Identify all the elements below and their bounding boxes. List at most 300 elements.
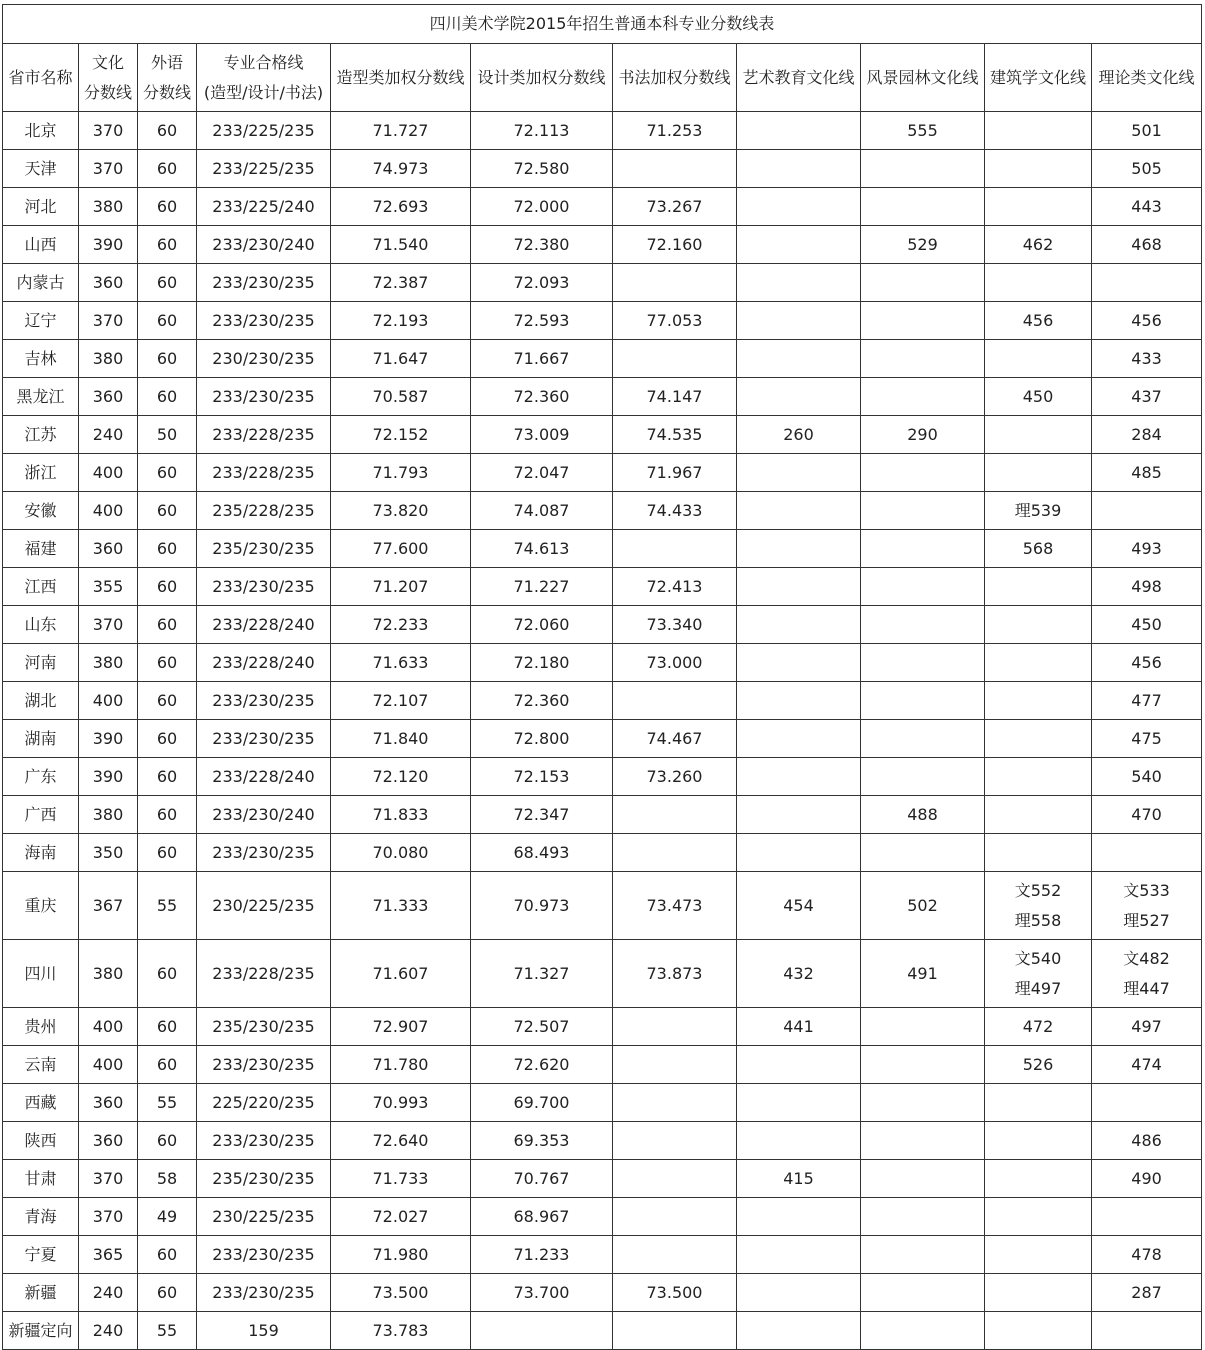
cell-line: 专业合格线 <box>223 52 304 72</box>
province-cell <box>3 454 79 492</box>
table-cell <box>1092 112 1202 150</box>
table-row <box>3 340 1202 378</box>
table-cell <box>1092 940 1202 1008</box>
table-cell <box>1092 416 1202 454</box>
table-cell <box>331 340 471 378</box>
cell-line: 72.347 <box>513 804 570 824</box>
table-cell <box>985 606 1092 644</box>
cell-line: 74.613 <box>513 538 570 558</box>
cell-line: 72.380 <box>513 234 570 254</box>
table-cell <box>138 1198 197 1236</box>
table-cell <box>79 378 138 416</box>
table-cell <box>197 682 331 720</box>
table-cell <box>613 340 737 378</box>
table-cell <box>331 940 471 1008</box>
table-cell <box>861 378 985 416</box>
cell-line: 555 <box>907 120 938 140</box>
cell-line: 71.540 <box>372 234 429 254</box>
cell-line: 河南 <box>24 652 57 672</box>
table-cell <box>197 872 331 940</box>
cell-line: 72.620 <box>513 1054 570 1074</box>
cell-line: 江西 <box>24 576 57 596</box>
table-cell <box>197 226 331 264</box>
table-row <box>3 416 1202 454</box>
cell-line: 72.693 <box>372 196 429 216</box>
table-cell <box>331 682 471 720</box>
table-cell <box>613 872 737 940</box>
table-cell <box>861 416 985 454</box>
cell-line: 432 <box>783 963 814 983</box>
cell-line: 71.607 <box>372 963 429 983</box>
table-cell <box>737 188 861 226</box>
cell-line: 山东 <box>24 614 57 634</box>
table-cell <box>613 1198 737 1236</box>
cell-line: 225/220/235 <box>212 1092 315 1112</box>
table-cell <box>861 492 985 530</box>
cell-line: 370 <box>92 158 124 178</box>
table-cell <box>861 188 985 226</box>
table-cell <box>1092 644 1202 682</box>
cell-line: 70.080 <box>372 842 429 862</box>
cell-line: 72.580 <box>513 158 570 178</box>
table-cell <box>138 416 197 454</box>
table-cell <box>613 1236 737 1274</box>
table-cell <box>613 1122 737 1160</box>
score-table-container <box>2 4 1201 1350</box>
cell-line: 390 <box>92 234 124 254</box>
cell-line: 60 <box>156 538 178 558</box>
cell-line: 60 <box>156 348 178 368</box>
table-cell <box>331 720 471 758</box>
cell-line: 73.009 <box>513 424 570 444</box>
cell-line: 贵州 <box>24 1016 57 1036</box>
table-cell <box>737 340 861 378</box>
cell-line: 498 <box>1131 576 1162 596</box>
table-cell <box>861 758 985 796</box>
province-cell <box>3 644 79 682</box>
table-cell <box>737 720 861 758</box>
cell-line: 湖北 <box>24 690 57 710</box>
cell-line: 广东 <box>24 766 57 786</box>
table-cell <box>613 720 737 758</box>
column-header <box>613 44 737 112</box>
cell-line: 北京 <box>24 120 57 140</box>
table-cell <box>197 188 331 226</box>
table-cell <box>985 416 1092 454</box>
cell-line: 福建 <box>24 538 57 558</box>
province-cell <box>3 264 79 302</box>
table-cell <box>985 340 1092 378</box>
cell-line: 宁夏 <box>24 1244 57 1264</box>
table-cell <box>985 1236 1092 1274</box>
table-cell <box>861 454 985 492</box>
cell-line: 380 <box>92 963 124 983</box>
cell-line: 355 <box>92 576 124 596</box>
cell-line: 新疆定向 <box>8 1320 73 1340</box>
cell-line: 233/228/240 <box>212 652 315 672</box>
table-cell <box>737 1008 861 1046</box>
cell-line: 73.873 <box>646 963 703 983</box>
cell-line: 370 <box>92 1168 124 1188</box>
cell-line: 233/228/235 <box>212 424 315 444</box>
cell-line: 69.353 <box>513 1130 570 1150</box>
table-cell <box>1092 758 1202 796</box>
table-cell <box>331 606 471 644</box>
cell-line: 360 <box>92 1092 124 1112</box>
province-cell <box>3 796 79 834</box>
cell-line: 西藏 <box>24 1092 57 1112</box>
table-cell <box>471 226 613 264</box>
table-cell <box>1092 1236 1202 1274</box>
cell-line: 文552 <box>1014 880 1062 900</box>
table-cell <box>331 834 471 872</box>
cell-line: 71.780 <box>372 1054 429 1074</box>
cell-line: 辽宁 <box>24 310 57 330</box>
table-cell <box>861 1160 985 1198</box>
cell-line: 72.507 <box>513 1016 570 1036</box>
cell-line: 60 <box>156 1016 178 1036</box>
table-cell <box>985 872 1092 940</box>
table-cell <box>138 834 197 872</box>
table-row <box>3 492 1202 530</box>
table-cell <box>985 378 1092 416</box>
province-cell <box>3 530 79 568</box>
cell-line: 55 <box>156 895 178 915</box>
cell-line: 73.783 <box>372 1320 429 1340</box>
table-cell <box>197 1236 331 1274</box>
cell-line: 478 <box>1131 1244 1162 1264</box>
province-cell <box>3 1312 79 1350</box>
table-row <box>3 872 1202 940</box>
cell-line: 72.233 <box>372 614 429 634</box>
table-cell <box>1092 1160 1202 1198</box>
table-cell <box>613 492 737 530</box>
table-cell <box>471 644 613 682</box>
table-cell <box>613 796 737 834</box>
cell-line: 235/230/235 <box>212 538 315 558</box>
table-cell <box>985 644 1092 682</box>
cell-line: 230/225/235 <box>212 1206 315 1226</box>
table-cell <box>861 940 985 1008</box>
cell-line: 70.767 <box>513 1168 570 1188</box>
table-cell <box>138 1008 197 1046</box>
table-cell <box>861 530 985 568</box>
cell-line: 文482 <box>1123 948 1170 968</box>
table-cell <box>737 1046 861 1084</box>
cell-line: 456 <box>1131 652 1162 672</box>
cell-line: 60 <box>156 158 178 178</box>
cell-line: 73.500 <box>372 1282 429 1302</box>
table-cell <box>138 226 197 264</box>
cell-line: 233/228/240 <box>212 614 315 634</box>
table-cell <box>79 1046 138 1084</box>
table-row <box>3 1198 1202 1236</box>
cell-line: 四川 <box>24 963 57 983</box>
table-row <box>3 226 1202 264</box>
table-cell <box>613 682 737 720</box>
table-cell <box>79 1122 138 1160</box>
table-cell <box>79 834 138 872</box>
table-cell <box>861 1312 985 1350</box>
table-cell <box>861 340 985 378</box>
cell-line: 240 <box>92 1282 124 1302</box>
table-cell <box>79 682 138 720</box>
table-cell <box>861 644 985 682</box>
table-cell <box>1092 682 1202 720</box>
table-cell <box>331 1084 471 1122</box>
table-cell <box>985 188 1092 226</box>
table-cell <box>613 1008 737 1046</box>
cell-line: 60 <box>156 576 178 596</box>
table-cell <box>1092 530 1202 568</box>
table-cell <box>1092 606 1202 644</box>
cell-line: 72.360 <box>513 690 570 710</box>
table-cell <box>985 834 1092 872</box>
column-header <box>3 44 79 112</box>
table-cell <box>138 378 197 416</box>
cell-line: 233/230/235 <box>212 386 315 406</box>
table-cell <box>197 1160 331 1198</box>
table-cell <box>471 940 613 1008</box>
cell-line: 235/230/235 <box>212 1168 315 1188</box>
table-cell <box>737 1198 861 1236</box>
table-cell <box>331 1046 471 1084</box>
cell-line: 77.600 <box>372 538 429 558</box>
cell-line: 内蒙古 <box>16 272 65 292</box>
cell-line: 470 <box>1131 804 1162 824</box>
cell-line: 理447 <box>1123 978 1170 998</box>
cell-line: 72.047 <box>513 462 570 482</box>
cell-line: 74.147 <box>646 386 703 406</box>
cell-line: 71.207 <box>372 576 429 596</box>
cell-line: 60 <box>156 842 178 862</box>
table-cell <box>138 492 197 530</box>
table-row <box>3 606 1202 644</box>
cell-line: 233/230/235 <box>212 576 315 596</box>
cell-line: 58 <box>156 1168 178 1188</box>
table-cell <box>613 530 737 568</box>
table-cell <box>737 682 861 720</box>
cell-line: 450 <box>1022 386 1054 406</box>
province-cell <box>3 1122 79 1160</box>
table-cell <box>471 150 613 188</box>
table-cell <box>985 720 1092 758</box>
cell-line: 72.093 <box>513 272 570 292</box>
table-cell <box>613 834 737 872</box>
table-cell <box>737 378 861 416</box>
table-cell <box>737 1122 861 1160</box>
table-cell <box>613 568 737 606</box>
cell-line: 365 <box>92 1244 124 1264</box>
cell-line: 235/230/235 <box>212 1016 315 1036</box>
table-cell <box>471 568 613 606</box>
cell-line: 456 <box>1022 310 1054 330</box>
table-cell <box>613 1160 737 1198</box>
cell-line: 462 <box>1022 234 1054 254</box>
table-cell <box>331 454 471 492</box>
cell-line: 233/228/240 <box>212 766 315 786</box>
cell-line: 省市名称 <box>8 67 73 87</box>
cell-line: 450 <box>1131 614 1162 634</box>
table-cell <box>861 1236 985 1274</box>
table-cell <box>1092 340 1202 378</box>
table-cell <box>1092 264 1202 302</box>
table-row <box>3 1046 1202 1084</box>
cell-line: 安徽 <box>24 500 57 520</box>
table-cell <box>471 378 613 416</box>
cell-line: 233/225/235 <box>212 158 315 178</box>
cell-line: 书法加权分数线 <box>618 67 731 87</box>
table-cell <box>613 1274 737 1312</box>
cell-line: 60 <box>156 500 178 520</box>
table-cell <box>471 530 613 568</box>
cell-line: 74.433 <box>646 500 703 520</box>
table-cell <box>331 530 471 568</box>
cell-line: 284 <box>1131 424 1162 444</box>
cell-line: 60 <box>156 120 178 140</box>
table-cell <box>1092 1046 1202 1084</box>
table-cell <box>861 1008 985 1046</box>
cell-line: 70.973 <box>513 895 570 915</box>
table-cell <box>197 150 331 188</box>
table-cell <box>138 1122 197 1160</box>
column-header <box>1092 44 1202 112</box>
table-cell <box>197 302 331 340</box>
table-cell <box>331 112 471 150</box>
column-header <box>985 44 1092 112</box>
cell-line: 233/230/235 <box>212 272 315 292</box>
table-cell <box>138 530 197 568</box>
province-cell <box>3 1084 79 1122</box>
cell-line: 72.107 <box>372 690 429 710</box>
table-cell <box>861 1122 985 1160</box>
cell-line: 454 <box>783 895 814 915</box>
province-cell <box>3 416 79 454</box>
table-cell <box>985 264 1092 302</box>
table-cell <box>197 796 331 834</box>
table-cell <box>331 644 471 682</box>
table-cell <box>331 1312 471 1350</box>
cell-line: 60 <box>156 1130 178 1150</box>
table-cell <box>197 568 331 606</box>
column-header <box>197 44 331 112</box>
cell-line: 73.473 <box>646 895 703 915</box>
table-row <box>3 454 1202 492</box>
cell-line: 233/228/235 <box>212 963 315 983</box>
table-cell <box>138 682 197 720</box>
cell-line: 60 <box>156 1282 178 1302</box>
cell-line: 456 <box>1131 310 1162 330</box>
table-cell <box>737 1160 861 1198</box>
cell-line: 造型类加权分数线 <box>336 67 465 87</box>
table-cell <box>861 682 985 720</box>
cell-line: 233/230/235 <box>212 1130 315 1150</box>
cell-line: 72.113 <box>513 120 570 140</box>
cell-line: 73.000 <box>646 652 703 672</box>
table-cell <box>613 264 737 302</box>
table-cell <box>197 530 331 568</box>
province-cell <box>3 1274 79 1312</box>
table-cell <box>138 188 197 226</box>
table-cell <box>737 530 861 568</box>
table-cell <box>1092 1122 1202 1160</box>
table-cell <box>138 340 197 378</box>
table-cell <box>331 302 471 340</box>
cell-line: 理论类文化线 <box>1098 67 1195 87</box>
table-cell <box>985 530 1092 568</box>
table-cell <box>737 454 861 492</box>
table-cell <box>985 568 1092 606</box>
table-cell <box>737 1236 861 1274</box>
table-row <box>3 1008 1202 1046</box>
cell-line: 475 <box>1131 728 1162 748</box>
table-cell <box>331 378 471 416</box>
cell-line: 68.967 <box>513 1206 570 1226</box>
table-cell <box>861 1274 985 1312</box>
table-cell <box>737 302 861 340</box>
table-cell <box>197 834 331 872</box>
cell-line: 486 <box>1131 1130 1162 1150</box>
cell-line: 370 <box>92 1206 124 1226</box>
table-cell <box>985 1160 1092 1198</box>
table-body <box>3 112 1202 1350</box>
table-cell <box>985 226 1092 264</box>
table-cell <box>331 226 471 264</box>
cell-line: 240 <box>92 424 124 444</box>
cell-line: 陕西 <box>24 1130 57 1150</box>
cell-line: 491 <box>907 963 938 983</box>
cell-line: 72.027 <box>372 1206 429 1226</box>
cell-line: 黑龙江 <box>16 386 65 406</box>
table-cell <box>861 1084 985 1122</box>
cell-line: 415 <box>783 1168 814 1188</box>
cell-line: (造型/设计/书法) <box>203 82 324 102</box>
table-cell <box>613 378 737 416</box>
table-cell <box>138 720 197 758</box>
table-cell <box>138 302 197 340</box>
table-cell <box>79 1236 138 1274</box>
table-cell <box>613 758 737 796</box>
cell-line: 350 <box>92 842 124 862</box>
cell-line: 风景园林文化线 <box>866 67 979 87</box>
score-table <box>2 4 1202 1350</box>
cell-line: 72.413 <box>646 576 703 596</box>
table-cell <box>331 188 471 226</box>
province-cell <box>3 568 79 606</box>
cell-line: 理558 <box>1014 910 1062 930</box>
cell-line: 湖南 <box>24 728 57 748</box>
table-row <box>3 264 1202 302</box>
table-cell <box>985 1046 1092 1084</box>
table-cell <box>471 340 613 378</box>
cell-line: 529 <box>907 234 938 254</box>
table-cell <box>138 1236 197 1274</box>
cell-line: 400 <box>92 462 124 482</box>
cell-line: 367 <box>92 895 124 915</box>
table-row <box>3 378 1202 416</box>
cell-line: 287 <box>1131 1282 1162 1302</box>
table-cell <box>1092 454 1202 492</box>
province-cell <box>3 758 79 796</box>
cell-line: 重庆 <box>24 895 57 915</box>
table-cell <box>737 150 861 188</box>
column-header <box>331 44 471 112</box>
table-cell <box>471 188 613 226</box>
table-cell <box>471 264 613 302</box>
column-header <box>861 44 985 112</box>
cell-line: 497 <box>1131 1016 1162 1036</box>
table-cell <box>861 226 985 264</box>
